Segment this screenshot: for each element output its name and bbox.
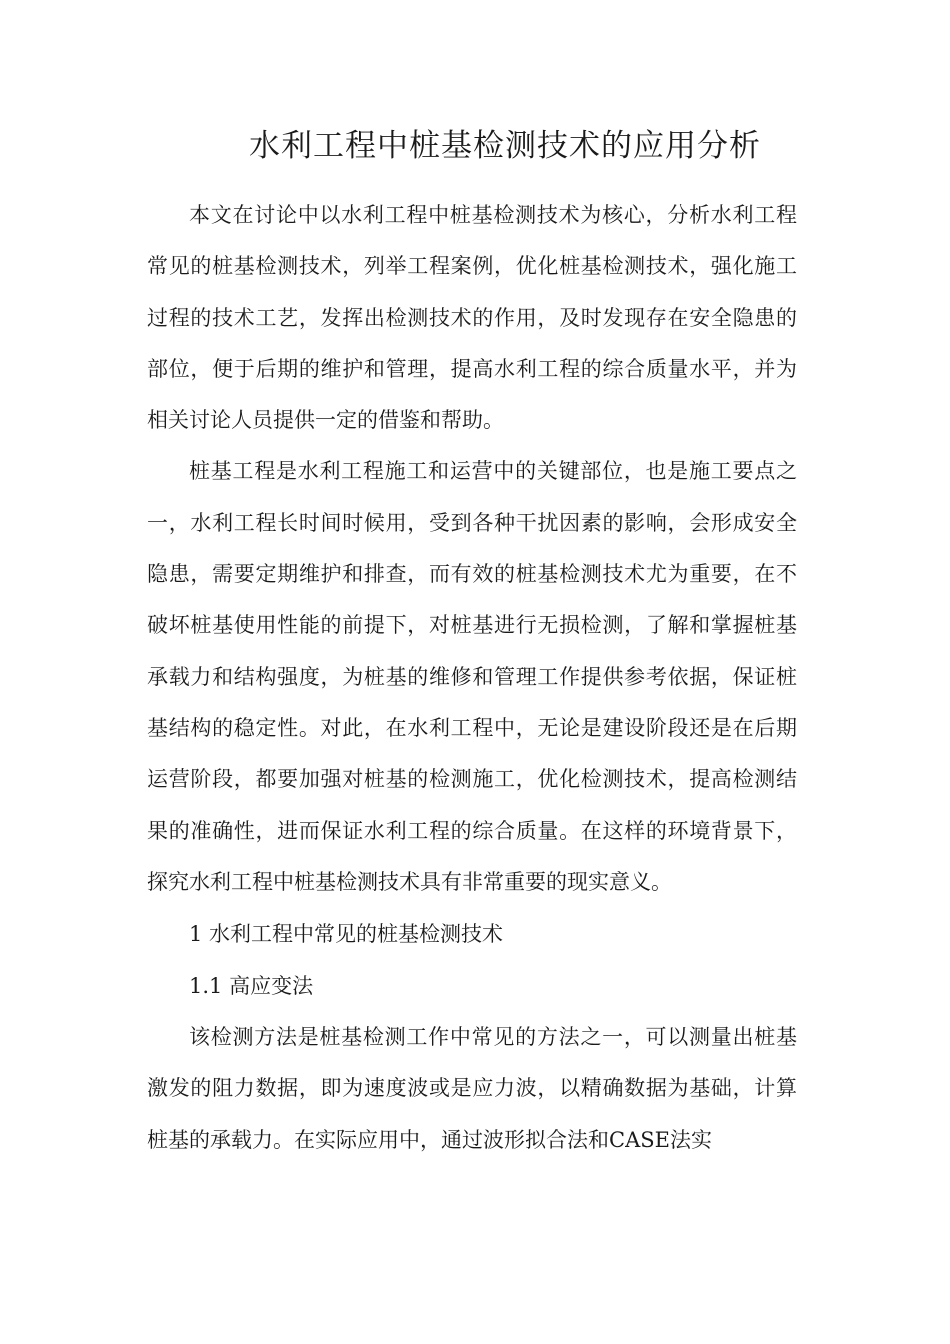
subsection-heading-1-1: 1.1 高应变法	[189, 974, 314, 999]
abstract-paragraph: 本文在讨论中以水利工程中桩基检测技术为核心，分析水利工程常见的桩基检测技术，列举工程案例，优化桩基检测技术，强化施工过程的技术工艺，发挥出检测技术的作用，及时发现存在安全隐患的部位，便于后期的维护和管理，提高水利工程的综合质量水平，并为相关讨论人员提供一定的借鉴和帮助。	[147, 203, 797, 433]
section-heading-1: 1 水利工程中常见的桩基检测技术	[189, 922, 504, 947]
document-title: 水利工程中桩基检测技术的应用分析	[249, 128, 761, 164]
document-body	[147, 190, 797, 1166]
intro-paragraph: 桩基工程是水利工程施工和运营中的关键部位，也是施工要点之一，水利工程长时间时候用，受到各种干扰因素的影响，会形成安全隐患，需要定期维护和排查，而有效的桩基检测技术尤为重要，在不破坏桩基使用性能的前提下，对桩基进行无损检测，了解和掌握桩基承载力和结构强度，为桩基的维修和管理工作提供参考依据，保证桩基结构的稳定性。对此，在水利工程中，无论是建设阶段还是在后期运营阶段，都要加强对桩基的检测施工，优化检测技术，提高检测结果的准确性，进而保证水利工程的综合质量。在这样的环境背景下，探究水利工程中桩基检测技术具有非常重要的现实意义。	[147, 459, 797, 894]
subsection-1-1-paragraph: 该检测方法是桩基检测工作中常见的方法之一，可以测量出桩基激发的阻力数据，即为速度波或是应力波，以精确数据为基础，计算桩基的承载力。在实际应用中，通过波形拟合法和CASE法实	[147, 1025, 797, 1152]
